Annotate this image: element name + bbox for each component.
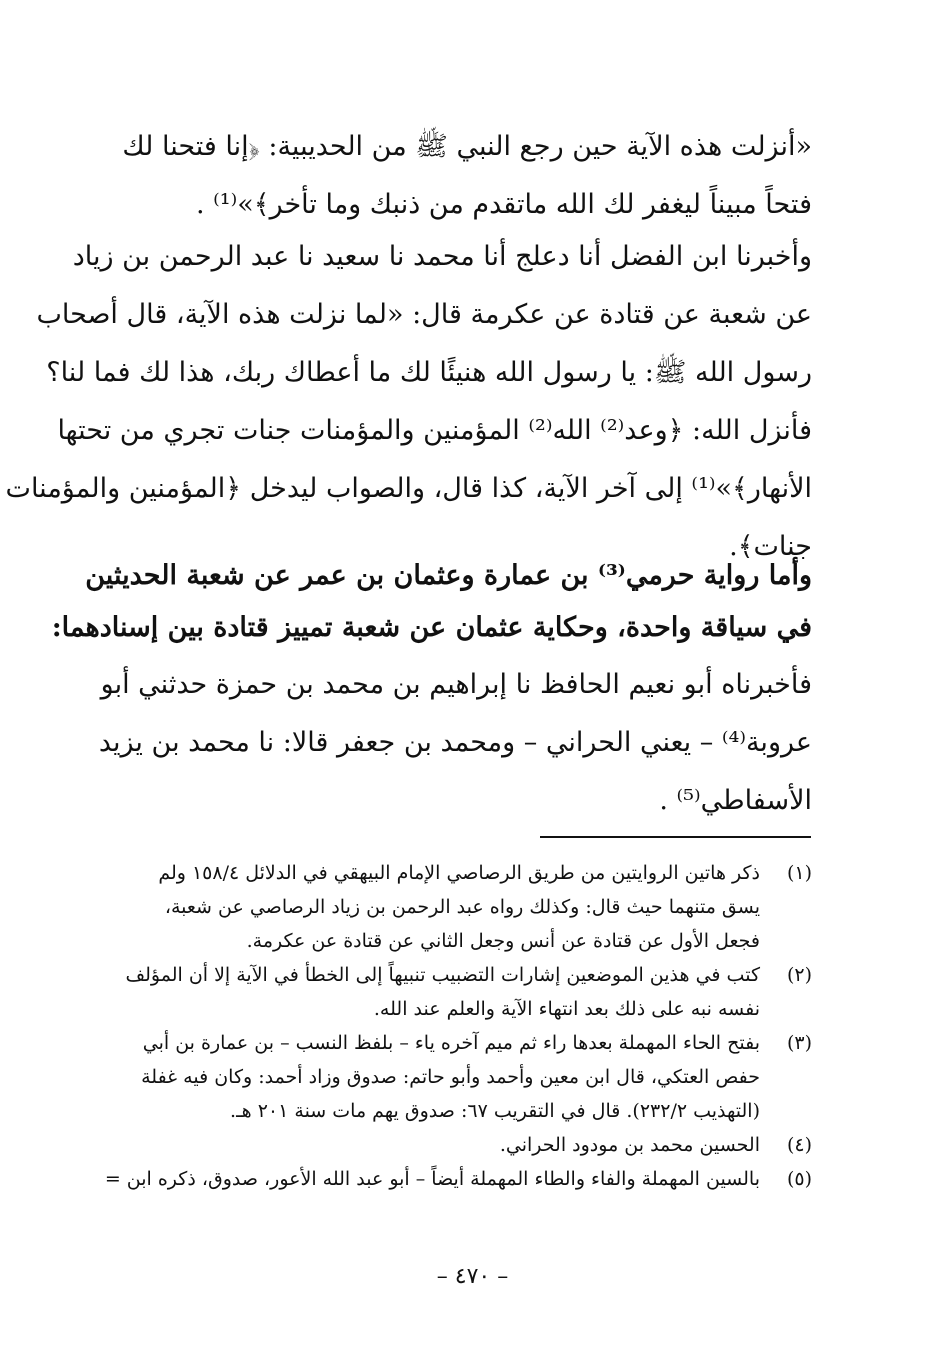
footnote-2	[100, 958, 812, 1026]
paragraph-2	[5, 228, 812, 576]
footnote-line: كتب في هذين الموضعين إشارات التضبيب تنبيهاً إلى الخطأ في الآية إلا أن المؤلف	[125, 964, 760, 986]
footnote-4	[100, 1128, 812, 1162]
footnote-number: (٥)	[786, 1168, 812, 1190]
footnote-number: (٢)	[786, 964, 812, 986]
footnote-5	[100, 1162, 812, 1196]
text-line: فأنزل الله: ﴿وعد⁽²⁾ الله⁽²⁾ المؤمنين والمؤمنات جنات تجري من تحتها	[57, 415, 812, 446]
footnote-line: فجعل الأول عن قتادة عن أنس وجعل الثاني عن قتادة عن عكرمة.	[246, 930, 760, 952]
text-line: جنات﴾.	[729, 531, 812, 562]
paragraph-3	[100, 656, 812, 830]
footnote-line: يسق متنهما حيث قال: وكذلك رواه عبد الرحمن بن زياد الرصاصي عن شعبة،	[164, 896, 760, 918]
text-line: فأخبرناه أبو نعيم الحافظ نا إبراهيم بن محمد بن حمزة حدثني أبو	[100, 669, 812, 700]
footnote-line: بفتح الحاء المهملة بعدها راء ثم ميم آخره ياء – بلفظ النسب – بن عمارة بن أبي	[142, 1032, 760, 1054]
text-line: وأخبرنا ابن الفضل أنا دعلج أنا محمد نا سعيد نا عبد الرحمن بن زياد	[72, 241, 812, 272]
footnotes	[100, 856, 812, 1196]
page-number: – ٤٧٠ –	[436, 1264, 509, 1289]
text-line: «أنزلت هذه الآية حين رجع النبي ﷺ من الحديبية: ﴿إنا فتحنا لك	[122, 131, 812, 162]
text-line: الأنهار﴾»⁽¹⁾ إلى آخر الآية، كذا قال، والصواب ليدخل ﴿المؤمنين والمؤمنات	[5, 473, 812, 504]
text-line: رسول الله ﷺ: يا رسول الله هنيئًا لك ما أعطاك ربك، هذا لك فما لنا؟	[46, 357, 812, 388]
heading-line: في سياقة واحدة، وحكاية عثمان عن شعبة تمييز قتادة بين إسنادهما:	[51, 612, 812, 643]
footnote-number: (١)	[786, 862, 812, 884]
footnote-line: بالسين المهملة والفاء والطاء المهملة أيضاً – أبو عبد الله الأعور، صدوق، ذكره ابن =	[104, 1168, 760, 1190]
text-line: فتحاً مبيناً ليغفر لك الله ماتقدم من ذنبك وما تأخر﴾»⁽¹⁾ .	[195, 189, 812, 220]
footnote-line: ذكر هاتين الروايتين من طريق الرصاصي الإمام البيهقي في الدلائل ١٥٨/٤ ولم	[158, 862, 760, 884]
footnote-3	[100, 1026, 812, 1128]
text-line: عروبة⁽⁴⁾ – يعني الحراني – ومحمد بن جعفر قالا: نا محمد بن يزيد	[98, 727, 812, 758]
footnote-divider	[540, 836, 811, 838]
heading-line: وأما رواية حرمي⁽³⁾ بن عمارة وعثمان بن عمر عن شعبة الحديثين	[85, 560, 812, 591]
paragraph-1	[100, 118, 812, 234]
footnote-number: (٣)	[786, 1032, 812, 1054]
footnote-line: (التهذيب ٢٣٢/٢). قال في التقريب ٦٧: صدوق يهم مات سنة ٢٠١ هـ.	[230, 1100, 760, 1122]
section-heading	[51, 550, 812, 654]
text-line: الأسفاطي⁽⁵⁾ .	[659, 785, 812, 816]
text-line: عن شعبة عن قتادة عن عكرمة قال: «لما نزلت هذه الآية، قال أصحاب	[36, 299, 812, 330]
footnote-line: حفص العتكي، قال ابن معين وأحمد وأبو حاتم: صدوق وزاد أحمد: وكان فيه غفلة	[141, 1066, 760, 1088]
footnote-number: (٤)	[786, 1134, 812, 1156]
footnote-line: الحسين محمد بن مودود الحراني.	[499, 1134, 760, 1156]
footnote-1	[100, 856, 812, 958]
footnote-line: نفسه نبه على ذلك بعد انتهاء الآية والعلم عند الله.	[373, 998, 760, 1020]
